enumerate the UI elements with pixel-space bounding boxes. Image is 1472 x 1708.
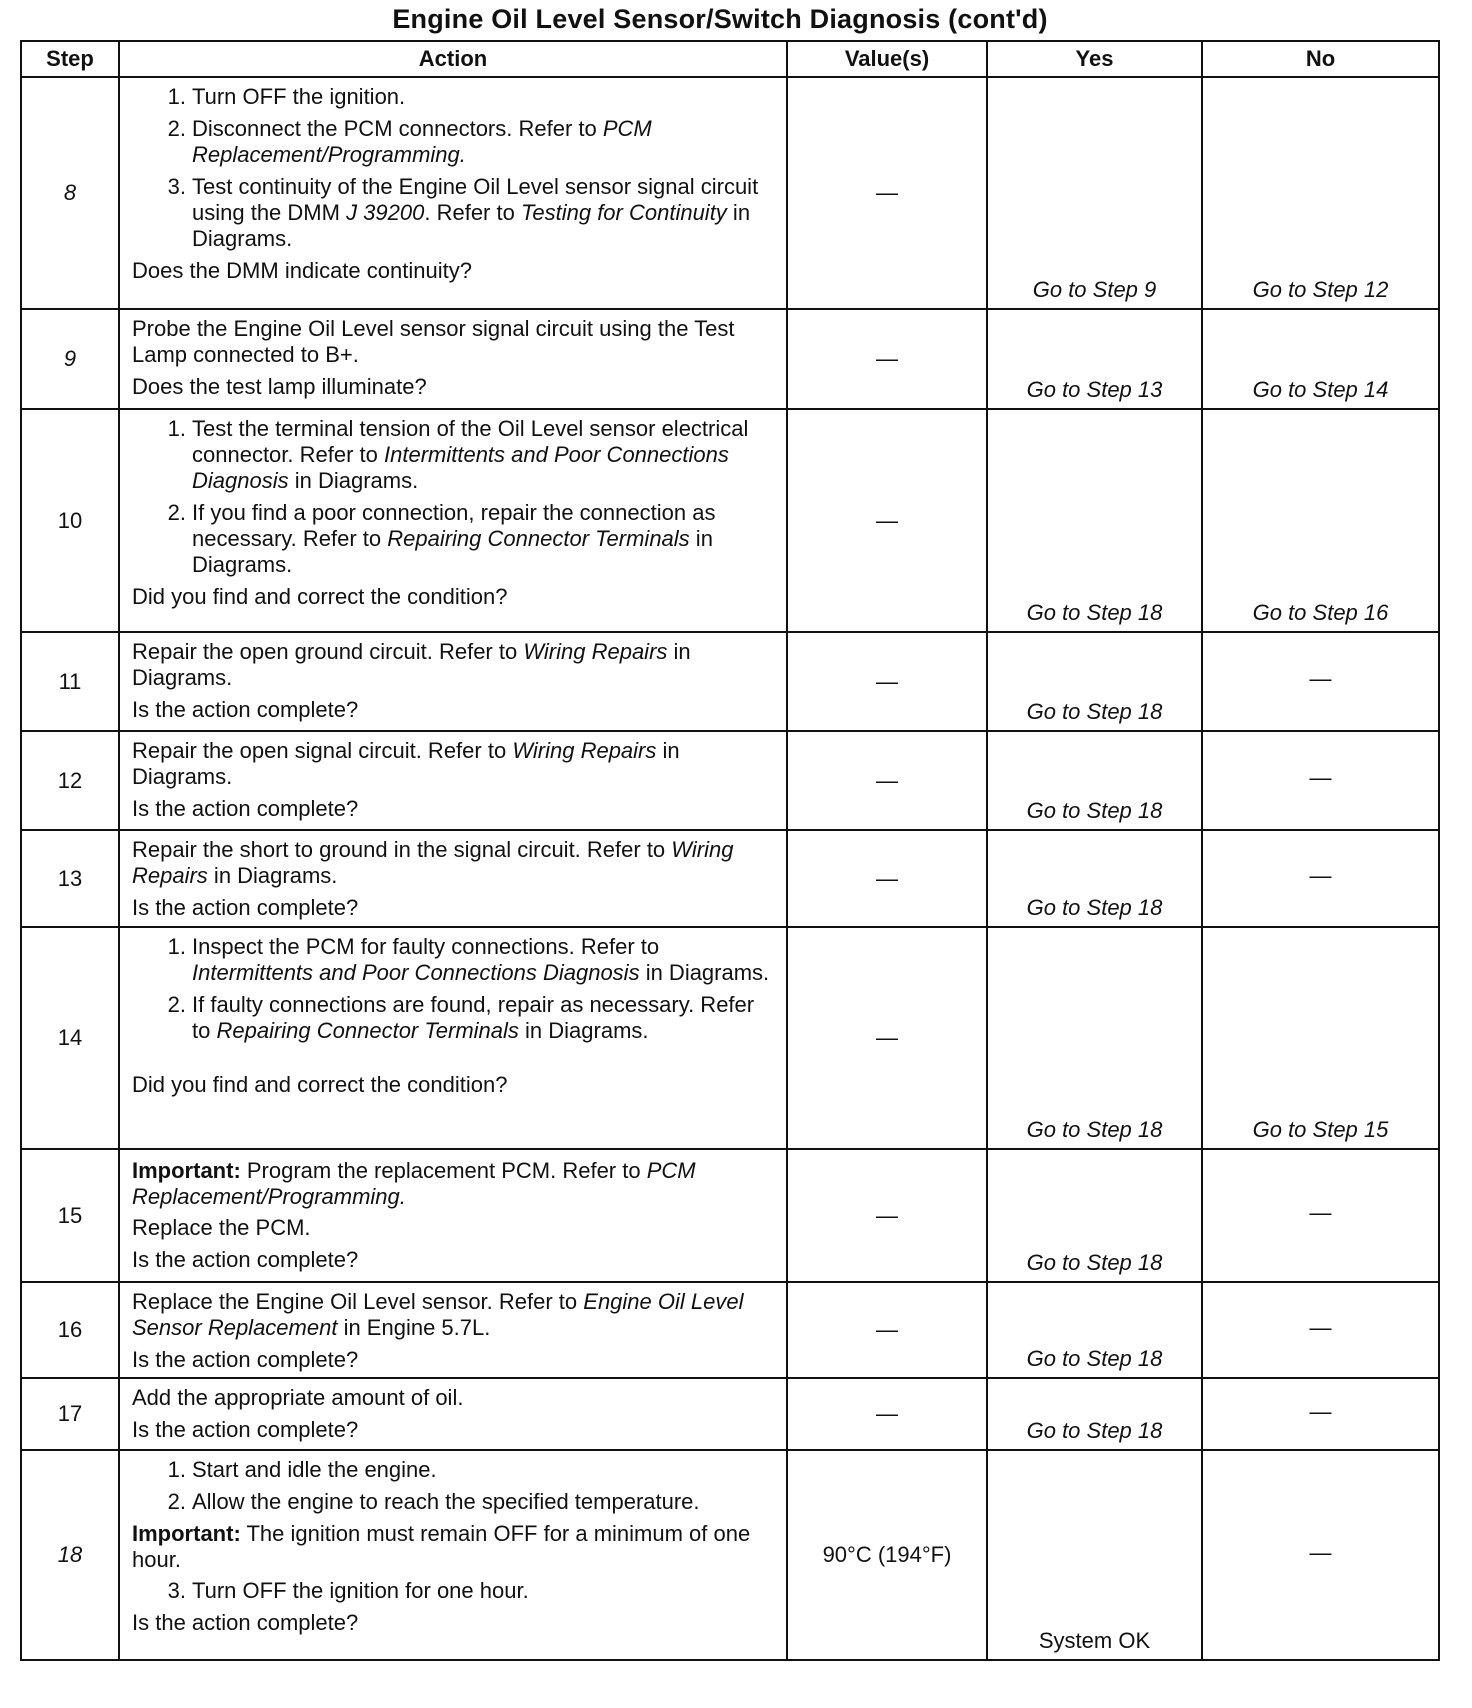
step-number: 11 bbox=[21, 632, 119, 731]
action-cell bbox=[119, 731, 787, 830]
no-cell: Go to Step 15 bbox=[1202, 927, 1439, 1149]
step-number: 18 bbox=[21, 1450, 119, 1660]
no-cell: Go to Step 14 bbox=[1202, 309, 1439, 409]
value-cell: — bbox=[787, 309, 987, 409]
table-row bbox=[21, 731, 1439, 830]
action-text: Replace the Engine Oil Level sensor. Refer to Engine Oil Level Sensor Replacement in Engine 5.7L. bbox=[132, 1289, 744, 1340]
yes-cell: Go to Step 18 bbox=[987, 830, 1202, 927]
step-number: 12 bbox=[21, 731, 119, 830]
no-cell: — bbox=[1202, 1450, 1439, 1660]
step-number: 13 bbox=[21, 830, 119, 927]
step-number: 17 bbox=[21, 1378, 119, 1450]
action-question: Is the action complete? bbox=[132, 697, 359, 722]
table-row bbox=[21, 830, 1439, 927]
yes-cell: Go to Step 13 bbox=[987, 309, 1202, 409]
yes-cell: Go to Step 18 bbox=[987, 731, 1202, 830]
no-cell: Go to Step 12 bbox=[1202, 77, 1439, 309]
no-cell: — bbox=[1202, 1149, 1439, 1282]
header-values: Value(s) bbox=[787, 41, 987, 77]
step-number: 15 bbox=[21, 1149, 119, 1282]
action-question: Does the DMM indicate continuity? bbox=[132, 258, 472, 283]
action-cell bbox=[119, 309, 787, 409]
step-number: 9 bbox=[21, 309, 119, 409]
table-row bbox=[21, 77, 1439, 309]
no-cell: — bbox=[1202, 830, 1439, 927]
table-row bbox=[21, 309, 1439, 409]
header-no: No bbox=[1202, 41, 1439, 77]
table-row bbox=[21, 1149, 1439, 1282]
action-item: 1. Start and idle the engine. bbox=[167, 1457, 437, 1482]
action-item: 2. Disconnect the PCM connectors. Refer to PCM Replacement/Programming. bbox=[167, 116, 652, 167]
step-number: 14 bbox=[21, 927, 119, 1149]
action-item: 3. Test continuity of the Engine Oil Level sensor signal circuit using the DMM J 39200. Refer to Testing for Continuity in Diagrams. bbox=[167, 174, 759, 251]
step-number: 8 bbox=[21, 77, 119, 309]
action-item: 1. Turn OFF the ignition. bbox=[167, 84, 406, 109]
table-row bbox=[21, 1378, 1439, 1450]
value-cell: — bbox=[787, 409, 987, 632]
value-cell: 90°C (194°F) bbox=[787, 1450, 987, 1660]
value-cell: — bbox=[787, 830, 987, 927]
yes-cell: Go to Step 18 bbox=[987, 1282, 1202, 1378]
value-cell: — bbox=[787, 632, 987, 731]
action-text: Probe the Engine Oil Level sensor signal circuit using the Test Lamp connected to B+. bbox=[132, 316, 735, 367]
yes-cell: Go to Step 18 bbox=[987, 927, 1202, 1149]
table-row bbox=[21, 409, 1439, 632]
diagnosis-table bbox=[20, 40, 1440, 1661]
yes-cell: Go to Step 18 bbox=[987, 632, 1202, 731]
yes-cell: System OK bbox=[987, 1450, 1202, 1660]
action-question: Is the action complete? bbox=[132, 895, 359, 920]
action-cell bbox=[119, 409, 787, 632]
value-cell: — bbox=[787, 1149, 987, 1282]
table-header-row bbox=[21, 41, 1439, 77]
action-item: 1. Inspect the PCM for faulty connections. Refer to Intermittents and Poor Connections Diagnosis in Diagrams. bbox=[167, 934, 770, 985]
table-row bbox=[21, 1450, 1439, 1660]
action-item: 2. If faulty connections are found, repair as necessary. Refer to Repairing Connector Terminals in Diagrams. bbox=[167, 992, 755, 1043]
table-row bbox=[21, 927, 1439, 1149]
action-question: Is the action complete? bbox=[132, 1610, 359, 1635]
step-number: 16 bbox=[21, 1282, 119, 1378]
action-item: 2. If you find a poor connection, repair the connection as necessary. Refer to Repairing Connector Terminals in Diagrams. bbox=[167, 500, 716, 577]
action-text: Replace the PCM. bbox=[132, 1215, 311, 1240]
value-cell: — bbox=[787, 1378, 987, 1450]
no-cell: — bbox=[1202, 632, 1439, 731]
action-item: 1. Test the terminal tension of the Oil Level sensor electrical connector. Refer to Intermittents and Poor Connections Diagnosis in Diagrams. bbox=[167, 416, 749, 493]
table-row bbox=[21, 632, 1439, 731]
action-text: Repair the open signal circuit. Refer to Wiring Repairs in Diagrams. bbox=[132, 738, 680, 789]
action-question: Is the action complete? bbox=[132, 1347, 359, 1372]
action-cell bbox=[119, 1378, 787, 1450]
action-cell bbox=[119, 632, 787, 731]
action-cell bbox=[119, 1450, 787, 1660]
action-cell bbox=[119, 830, 787, 927]
action-question: Did you find and correct the condition? bbox=[132, 584, 508, 609]
table-row bbox=[21, 1282, 1439, 1378]
action-cell bbox=[119, 927, 787, 1149]
page-title: Engine Oil Level Sensor/Switch Diagnosis (cont'd) bbox=[392, 4, 1048, 34]
action-text: Add the appropriate amount of oil. bbox=[132, 1385, 464, 1410]
value-cell: — bbox=[787, 927, 987, 1149]
yes-cell: Go to Step 18 bbox=[987, 1378, 1202, 1450]
action-question: Is the action complete? bbox=[132, 1417, 359, 1442]
action-question: Does the test lamp illuminate? bbox=[132, 374, 427, 399]
action-question: Is the action complete? bbox=[132, 1247, 359, 1272]
header-yes: Yes bbox=[987, 41, 1202, 77]
step-number: 10 bbox=[21, 409, 119, 632]
no-cell: — bbox=[1202, 1378, 1439, 1450]
yes-cell: Go to Step 18 bbox=[987, 409, 1202, 632]
value-cell: — bbox=[787, 1282, 987, 1378]
action-item: 2. Allow the engine to reach the specified temperature. bbox=[167, 1489, 700, 1514]
no-cell: Go to Step 16 bbox=[1202, 409, 1439, 632]
action-cell bbox=[119, 77, 787, 309]
action-question: Is the action complete? bbox=[132, 796, 359, 821]
important-note: Important: The ignition must remain OFF for a minimum of one hour. bbox=[132, 1521, 751, 1572]
no-cell: — bbox=[1202, 1282, 1439, 1378]
action-cell bbox=[119, 1282, 787, 1378]
value-cell: — bbox=[787, 731, 987, 830]
action-item: 3. Turn OFF the ignition for one hour. bbox=[167, 1578, 529, 1603]
action-text: Repair the open ground circuit. Refer to Wiring Repairs in Diagrams. bbox=[132, 639, 691, 690]
header-step: Step bbox=[21, 41, 119, 77]
action-cell bbox=[119, 1149, 787, 1282]
header-action: Action bbox=[119, 41, 787, 77]
no-cell: — bbox=[1202, 731, 1439, 830]
value-cell: — bbox=[787, 77, 987, 309]
important-note: Important: Program the replacement PCM. Refer to PCM Replacement/Programming. bbox=[132, 1158, 696, 1209]
yes-cell: Go to Step 18 bbox=[987, 1149, 1202, 1282]
yes-cell: Go to Step 9 bbox=[987, 77, 1202, 309]
action-text: Repair the short to ground in the signal circuit. Refer to Wiring Repairs in Diagrams. bbox=[132, 837, 734, 888]
action-question: Did you find and correct the condition? bbox=[132, 1072, 508, 1097]
